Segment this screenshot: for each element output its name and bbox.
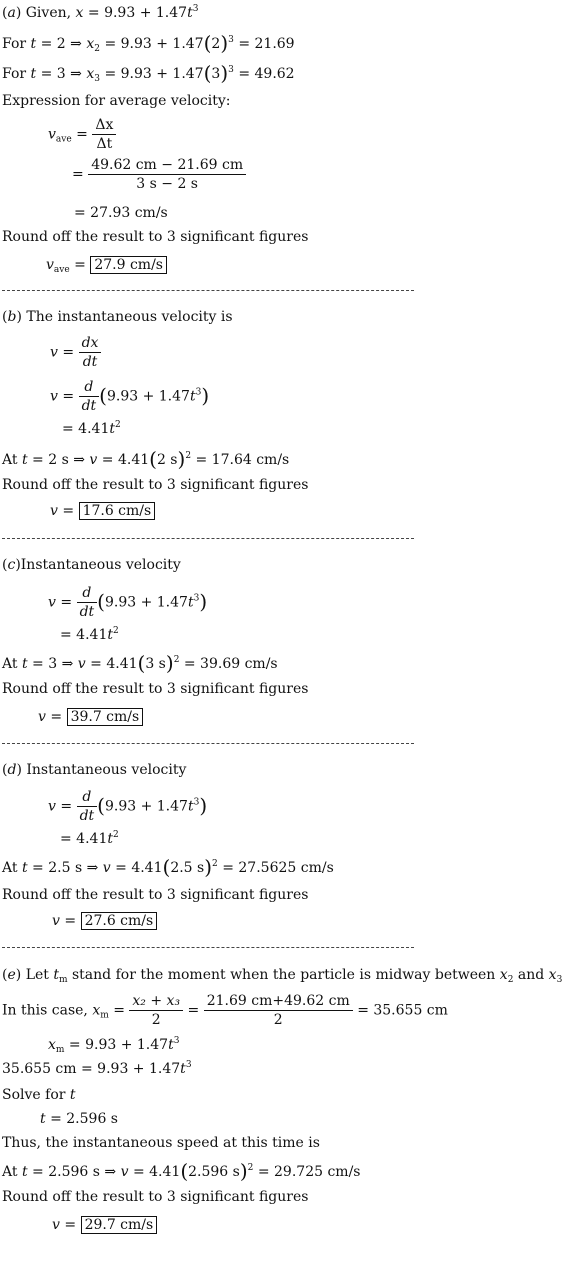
part-a-answer-line: $v_{ave} = 27.9$ cm/s bbox=[46, 256, 167, 274]
part-b-evaluation: At t = 2 s ⇒ v = 4.41(2 s)$^2$ = 17.64 cm/s bbox=[2, 447, 290, 471]
part-c-derivative-result: = $4.41t^2$ bbox=[60, 626, 119, 643]
part-c-answer-line: v = 39.7 cm/s bbox=[38, 708, 143, 726]
part-e-substituted: 35.655 cm = $9.93 + 1.47t^3$ bbox=[2, 1060, 192, 1077]
part-b-round-note: Round off the result to 3 significant figures bbox=[2, 477, 309, 493]
part-e-answer-line: v = 29.7 cm/s bbox=[52, 1216, 157, 1234]
part-e-solve-label: Solve for t bbox=[2, 1087, 76, 1103]
part-e-round-note: Round off the result to 3 significant figures bbox=[2, 1189, 309, 1205]
part-d-derivative-result: = $4.41t^2$ bbox=[60, 830, 119, 847]
part-e-thus: Thus, the instantaneous speed at this time is bbox=[2, 1135, 320, 1151]
divider-a-b bbox=[2, 290, 414, 291]
part-a-round-note: Round off the result to 3 significant figures bbox=[2, 229, 309, 245]
part-b-derivative: v = $\frac{d}{dt}$ $(9.93 + 1.47t^3)$ bbox=[50, 379, 210, 414]
part-a-substitution-fraction: $\frac{49.62 cm - 21.69 cm}{3 s - 2 s}$ bbox=[88, 156, 246, 193]
part-c-round-note: Round off the result to 3 significant figures bbox=[2, 681, 309, 697]
part-a-vavg-definition: $v_{ave}$ = $\frac{\Delta x}{\Delta t}$ bbox=[48, 116, 116, 153]
part-a-substitution: = $\frac{49.62 cm - 21.69 cm}{3 s - 2 s}$ bbox=[72, 156, 246, 193]
part-b-derivative-result: = $4.41t^2$ bbox=[62, 420, 121, 437]
part-e-answer-box: 29.7 cm/s bbox=[81, 1216, 158, 1234]
part-d-round-note: Round off the result to 3 significant figures bbox=[2, 887, 309, 903]
part-c-evaluation: At t = 3 ⇒ v = 4.41(3 s)$^2$ = 39.69 cm/s bbox=[2, 651, 278, 675]
part-a-label: (a) bbox=[2, 5, 22, 21]
part-e-average-fraction: $\frac{\text{x₂ + x₃}}{2}$ bbox=[129, 992, 183, 1029]
part-b-label: (b) bbox=[2, 309, 22, 325]
part-c-label: (c) bbox=[2, 557, 21, 573]
part-a-answer-box: 27.9 cm/s bbox=[90, 256, 167, 274]
part-e-evaluation: At t = 2.596 s ⇒ v = 4.41(2.596 s)$^2$ = 29.725 cm/s bbox=[2, 1159, 361, 1183]
part-d-intro: (d) Instantaneous velocity bbox=[2, 762, 187, 778]
part-a-result: = 27.93 cm/s bbox=[74, 205, 168, 221]
part-c-answer-box: 39.7 cm/s bbox=[67, 708, 144, 726]
part-e-label: (e) bbox=[2, 967, 22, 983]
part-c-d-dt-fraction: $\frac{d}{dt}$ bbox=[77, 584, 98, 621]
part-d-answer-line: v = 27.6 cm/s bbox=[52, 912, 157, 930]
part-b-intro: (b) The instantaneous velocity is bbox=[2, 309, 233, 325]
part-b-answer-box: 17.6 cm/s bbox=[79, 502, 156, 520]
part-c-intro: (c)Instantaneous velocity bbox=[2, 557, 181, 573]
part-d-answer-box: 27.6 cm/s bbox=[81, 912, 158, 930]
part-a-dx-dt-fraction: $\frac{\Delta x}{\Delta t}$ bbox=[92, 116, 116, 153]
part-e-numeric-fraction: $\frac{21.69 cm+49.62 cm}{2}$ bbox=[204, 992, 353, 1029]
part-c-derivative: v = $\frac{d}{dt}$ $(9.93 + 1.47t^3)$ bbox=[48, 585, 208, 620]
part-d-d-dt-fraction: $\frac{d}{dt}$ bbox=[77, 788, 98, 825]
divider-b-c bbox=[2, 538, 414, 539]
part-a-t3-line: For t = 3 ⇒ $x_3 = 9.93 + 1.47(3)^3 = 49.62$ bbox=[2, 61, 295, 85]
part-a-expression-label: Expression for average velocity: bbox=[2, 93, 231, 109]
part-d-label: (d) bbox=[2, 762, 22, 778]
part-d-derivative: v = $\frac{d}{dt}$ $(9.93 + 1.47t^3)$ bbox=[48, 789, 208, 824]
part-d-evaluation: At t = 2.5 s ⇒ v = 4.41(2.5 s)$^2$ = 27.5625 cm/s bbox=[2, 855, 334, 879]
part-b-dx-dt-fraction: $\frac{dx}{dt}$ bbox=[79, 334, 102, 371]
divider-d-e bbox=[2, 947, 414, 948]
part-e-t-result: t = 2.596 s bbox=[40, 1111, 118, 1127]
part-e-intro: (e) Let $t_m$ stand for the moment when the particle is midway between $x_2$ and $x_3$ bbox=[2, 967, 562, 985]
divider-c-d bbox=[2, 743, 414, 744]
part-e-midpoint-calc: In this case, $x_m$ = $\frac{\text{x₂ + x₃}}{2}$ = $\frac{21.69 cm+49.62 cm}{2}$ = 35.655 cm bbox=[2, 993, 448, 1028]
part-b-v-definition: v = $\frac{dx}{dt}$ bbox=[50, 334, 101, 371]
part-a-given: (a) Given, $x = 9.93 + 1.47t^3$ bbox=[2, 4, 199, 21]
part-a-t2-line: For t = 2 ⇒ $x_2 = 9.93 + 1.47(2)^3 = 21.69$ bbox=[2, 31, 295, 55]
part-e-xm-equation: $x_m = 9.93 + 1.47t^3$ bbox=[48, 1036, 180, 1055]
part-b-d-dt-fraction: $\frac{d}{dt}$ bbox=[79, 378, 100, 415]
part-b-answer-line: v = 17.6 cm/s bbox=[50, 502, 155, 520]
